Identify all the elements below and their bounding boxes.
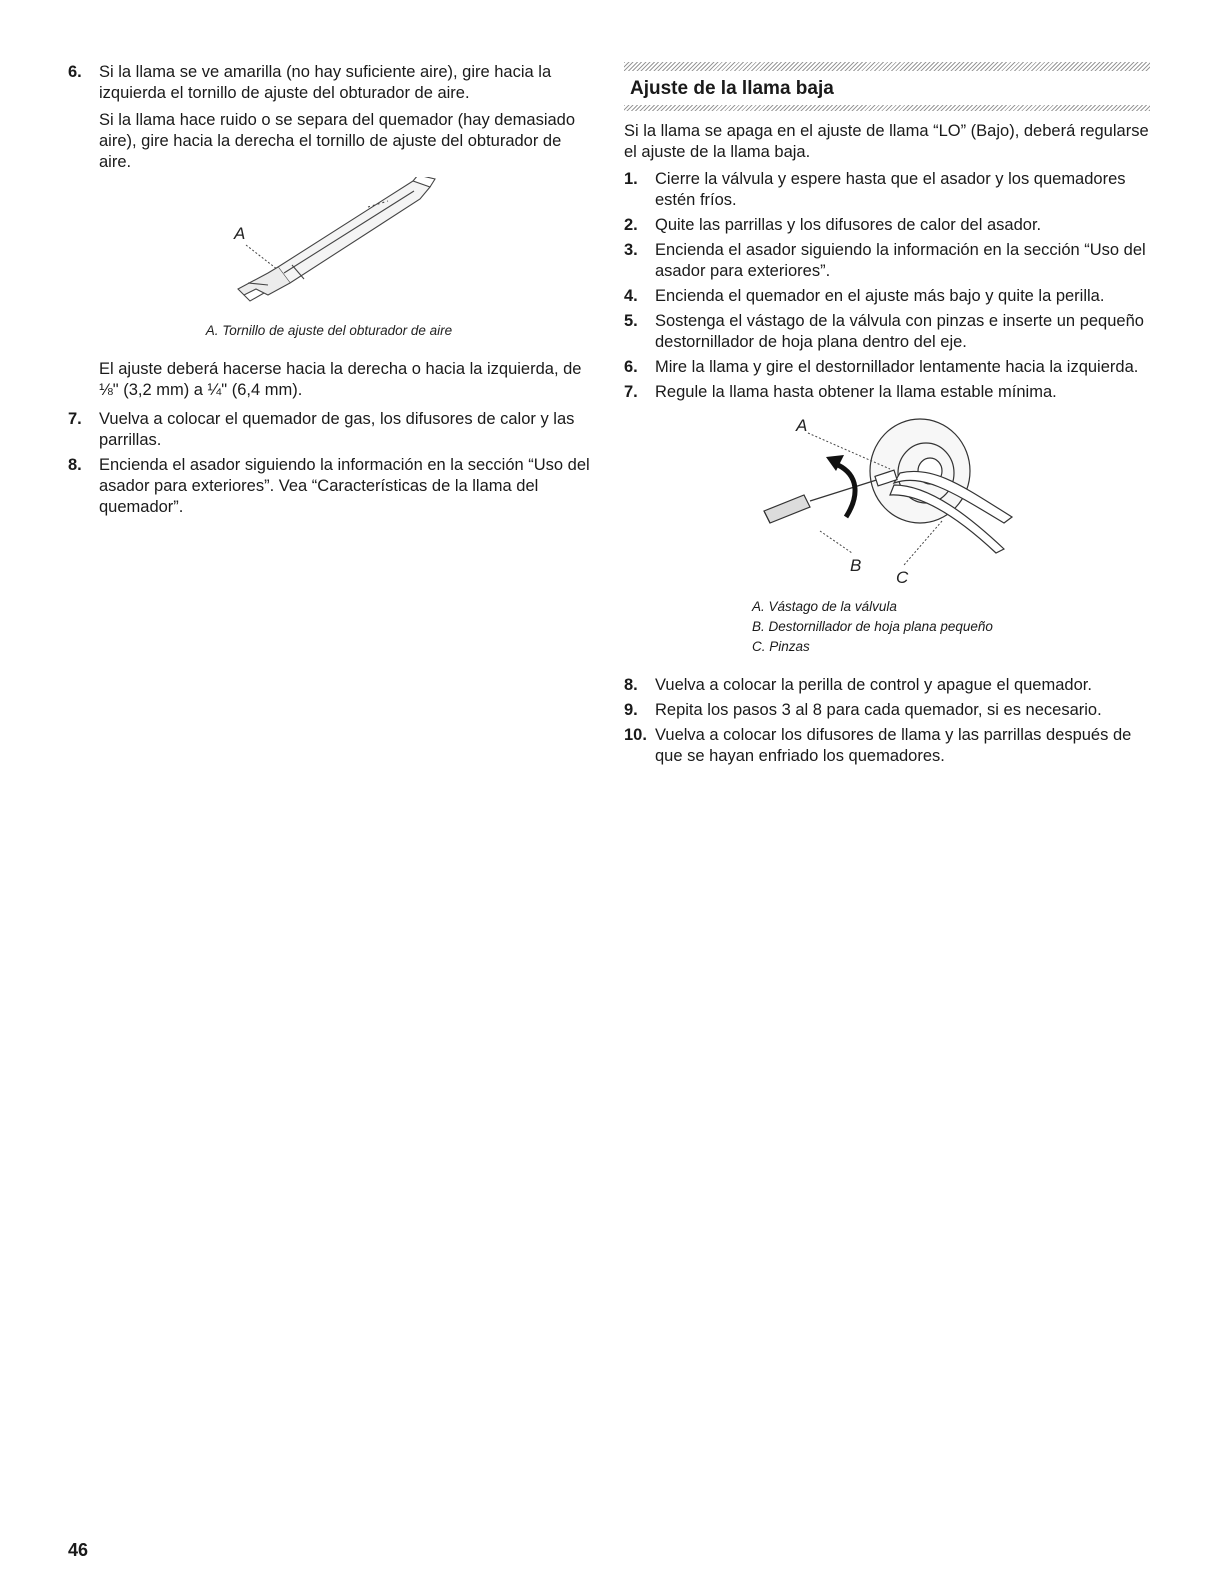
step-text: Sostenga el vástago de la válvula con pinzas e inserte un pequeño destornillador de hoja plana dentro del eje. bbox=[655, 312, 1144, 351]
step-4 bbox=[624, 286, 1150, 307]
caption-b: B. Destornillador de hoja plana pequeño bbox=[752, 619, 993, 634]
adjustment-note: El ajuste deberá hacerse hacia la derecha o hacia la izquierda, de ⅛" (3,2 mm) a ¼" (6,4 mm). bbox=[99, 360, 582, 399]
page-number: 46 bbox=[68, 1540, 89, 1560]
step-text: Encienda el asador siguiendo la información en la sección “Uso del asador para exteriores”. bbox=[655, 241, 1146, 280]
valve-stem-icon bbox=[870, 419, 970, 523]
right-column bbox=[624, 62, 1150, 771]
step-text: Repita los pasos 3 al 8 para cada quemador, si es necesario. bbox=[655, 701, 1102, 719]
burner-tube-figure bbox=[68, 177, 590, 345]
step-text: Vuelva a colocar la perilla de control y apague el quemador. bbox=[655, 676, 1092, 694]
step-8 bbox=[624, 675, 1150, 696]
step-number: 9. bbox=[624, 701, 638, 719]
caption-a: A. Vástago de la válvula bbox=[752, 599, 897, 614]
step-number: 7. bbox=[624, 383, 638, 401]
section-rule-top bbox=[624, 62, 1150, 71]
figure-caption: A. Tornillo de ajuste del obturador de aire bbox=[205, 323, 453, 338]
step-9 bbox=[624, 700, 1150, 721]
burner-tube-icon bbox=[238, 177, 435, 301]
step-7 bbox=[68, 409, 590, 451]
rotation-arrow-icon bbox=[826, 455, 855, 517]
figure-captions bbox=[624, 597, 1150, 657]
step-6-note: Si la llama hace ruido o se separa del quemador (hay demasiado aire), gire hacia la derecha el tornillo de ajuste del obturador de aire. bbox=[99, 111, 576, 171]
figure-label-a: A bbox=[796, 416, 808, 435]
step-number: 6. bbox=[68, 63, 82, 81]
step-7 bbox=[624, 382, 1150, 403]
step-2 bbox=[624, 215, 1150, 236]
section-heading: Ajuste de la llama baja bbox=[630, 78, 834, 99]
step-5 bbox=[624, 311, 1150, 353]
left-column bbox=[68, 62, 590, 522]
step-text: Vuelva a colocar el quemador de gas, los difusores de calor y las parrillas. bbox=[99, 410, 575, 449]
caption-c: C. Pinzas bbox=[752, 639, 810, 654]
step-text: Vuelva a colocar los difusores de llama y las parrillas después de que se hayan enfriado los quemadores. bbox=[655, 726, 1132, 765]
step-6 bbox=[624, 357, 1150, 378]
step-text: Regule la llama hasta obtener la llama estable mínima. bbox=[655, 383, 1057, 401]
figure-label-a: A bbox=[234, 224, 246, 243]
step-number: 10. bbox=[624, 726, 647, 744]
step-number: 8. bbox=[624, 676, 638, 694]
step-number: 4. bbox=[624, 287, 638, 305]
section-intro: Si la llama se apaga en el ajuste de llama “LO” (Bajo), deberá regularse el ajuste de la llama baja. bbox=[624, 122, 1149, 161]
step-number: 7. bbox=[68, 410, 82, 428]
valve-adjustment-figure bbox=[624, 413, 1150, 591]
step-text: Cierre la válvula y espere hasta que el asador y los quemadores estén fríos. bbox=[655, 170, 1126, 209]
step-6 bbox=[68, 62, 590, 104]
step-1 bbox=[624, 169, 1150, 211]
figure-label-b: B bbox=[850, 556, 862, 575]
step-number: 3. bbox=[624, 241, 638, 259]
section-rule-bottom bbox=[624, 105, 1150, 111]
step-text: Encienda el asador siguiendo la información en la sección “Uso del asador para exteriores”. Vea “Características de la llama del quemador”. bbox=[99, 456, 590, 516]
step-number: 5. bbox=[624, 312, 638, 330]
step-text: Mire la llama y gire el destornillador lentamente hacia la izquierda. bbox=[655, 358, 1139, 376]
step-number: 6. bbox=[624, 358, 638, 376]
step-8 bbox=[68, 455, 590, 518]
step-text: Quite las parrillas y los difusores de calor del asador. bbox=[655, 216, 1042, 234]
step-number: 1. bbox=[624, 170, 638, 188]
step-number: 2. bbox=[624, 216, 638, 234]
step-number: 8. bbox=[68, 456, 82, 474]
step-text: Encienda el quemador en el ajuste más bajo y quite la perilla. bbox=[655, 287, 1105, 305]
step-text: Si la llama se ve amarilla (no hay suficiente aire), gire hacia la izquierda el tornillo de ajuste del obturador de aire. bbox=[99, 63, 552, 102]
step-3 bbox=[624, 240, 1150, 282]
figure-label-c: C bbox=[896, 568, 909, 587]
step-10 bbox=[624, 725, 1150, 767]
